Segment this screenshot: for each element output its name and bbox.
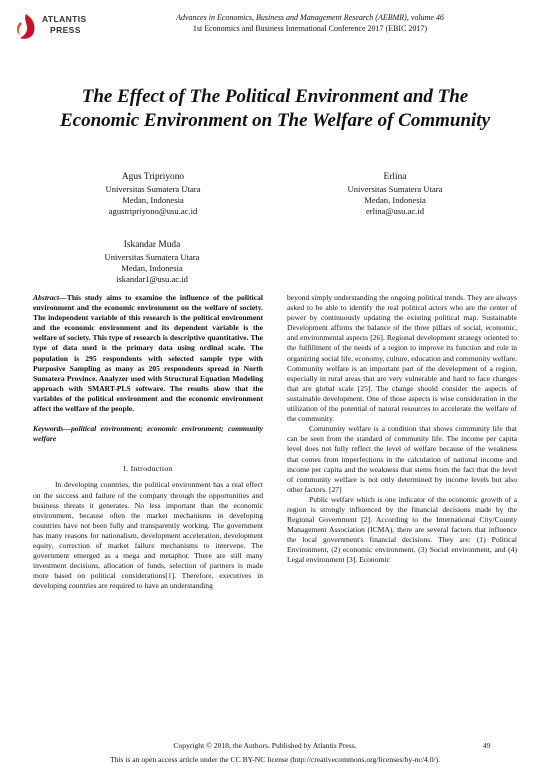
logo-text-press: PRESS [50, 25, 81, 35]
author-location: Medan, Indonesia [121, 263, 183, 273]
license-line: This is an open access article under the CC BY-NC license (http://creativecommons.org/licenses/by-nc/4.0/). [109, 755, 441, 764]
atlantis-logo-icon [12, 12, 40, 42]
author-affiliation: Universitas Sumatera Utara [104, 252, 200, 262]
author-block-1 [78, 172, 228, 217]
author-email: agustripriyono@usu.ac.id [108, 206, 198, 216]
author-affiliation: Universitas Sumatera Utara [347, 184, 443, 194]
author-block-3 [77, 240, 227, 285]
author-affiliation: Universitas Sumatera Utara [105, 184, 201, 194]
author-location: Medan, Indonesia [122, 195, 184, 205]
body-paragraph: Community welfare is a condition that shows community life that can be seen from the standard of community life. The income per capita level does not fully reflect the level of welfare because of the weakness that comes from imperfections in the calculation of national income and income per capita and the weakness that stems from the fact that the level of community welfare is not only determined by income levels but also other factors. [27] [287, 424, 517, 494]
body-paragraph: Public welfare which is one indicator of the economic growth of a region is strongly influenced by the financial decisions made by the Regional Government [2]. According to the International City/County Management Association (ICMA), there are several factors that influence the local government's financial decisions. They are: (1) Political Environment, (2) economic environment, (3) Social environment, and (4) Legal environment [3]. Economic [287, 494, 517, 565]
logo-text-atlantis: ATLANTIS [42, 14, 87, 24]
section-heading-introduction: I. Introduction [123, 464, 173, 474]
body-paragraph: beyond simply understanding the ongoing political trends. They are always asked to be able to identify the real political actors who are the center of power by continuously updating the existing political map. Sustainable Development affirms the balance of the three pillars of social, economic, and environmental aspects [26]. Regional development strategy oriented to the fulfillment of the needs of a region to improve its function and role in organizing social life, economy, culture, education and community welfare. Community welfare is an important part of the development of a region, especially in rural areas that are very vulnerable and hard to face changes that are global scale [25]. The change should consider the aspects of sustainable development. One of those aspects is wise consideration in the utilization of the potential of natural resources to accelerate the welfare of the community. [287, 293, 517, 424]
page-number: 49 [483, 741, 491, 750]
author-name: Agus Tripriyono [121, 172, 185, 182]
left-column [33, 293, 263, 591]
intro-paragraph: In developing countries, the political environment has a real effect on the success and failure of the company through the opportunities and business threats it generates. No less important than the economic environment, because often the market mechanisms in developing countries have not been fully and transparently working. The government has many reasons for nationalism, development acceleration, development equity, correction of market failure mechanisms to intervene. The government emerged as a mega and metaphor. There are still many investment decisions, allocation of funds, selection of partners is made more based on political considerations[1]. Therefore, executives in developing countries are required to have an understanding [33, 480, 263, 591]
abstract-lead: Abstract [33, 293, 60, 302]
author-location: Medan, Indonesia [364, 195, 426, 205]
journal-line: Advances in Economics, Business and Management Research (AEBMR), volume 46 [176, 13, 444, 22]
keywords: Keywords—political environment; economic environment; community welfare [33, 424, 263, 444]
conference-line: 1st Economics and Business International Conference 2017 (EBIC 2017) [192, 24, 428, 33]
author-block-2 [320, 172, 470, 217]
author-name: Iskandar Muda [123, 240, 181, 250]
paper-title: The Effect of The Political Environment and The Economic Environment on The Welfare of Community [60, 86, 490, 131]
author-name: Erlina [383, 172, 407, 182]
author-email: erlina@usu.ac.id [365, 206, 425, 216]
abstract-text: —This study aims to examine the influence of the political environment and the economic environment on the welfare of society. The independent variable of this research is the political environment and the economic environment and its dependent variable is the welfare of society. This type of research is descriptive quantitative. The type of data used is the primary data using ordinal scale. The population is 295 respondents with selected sample type with Purposive Sampling as many as 205 respondents spread in North Sumatera Province. Analyzer used with Structural Equation Modeling approach with SMART-PLS software. The results show that the variables of the political environment and the economic environment affect the welfare of the people. [33, 293, 263, 414]
abstract [33, 293, 263, 414]
right-column [287, 293, 517, 566]
author-email: iskandar1@usu.ac.id [116, 274, 188, 284]
copyright-line: Copyright © 2018, the Authors. Published by Atlantis Press. [173, 741, 357, 750]
atlantis-press-logo [12, 10, 96, 46]
